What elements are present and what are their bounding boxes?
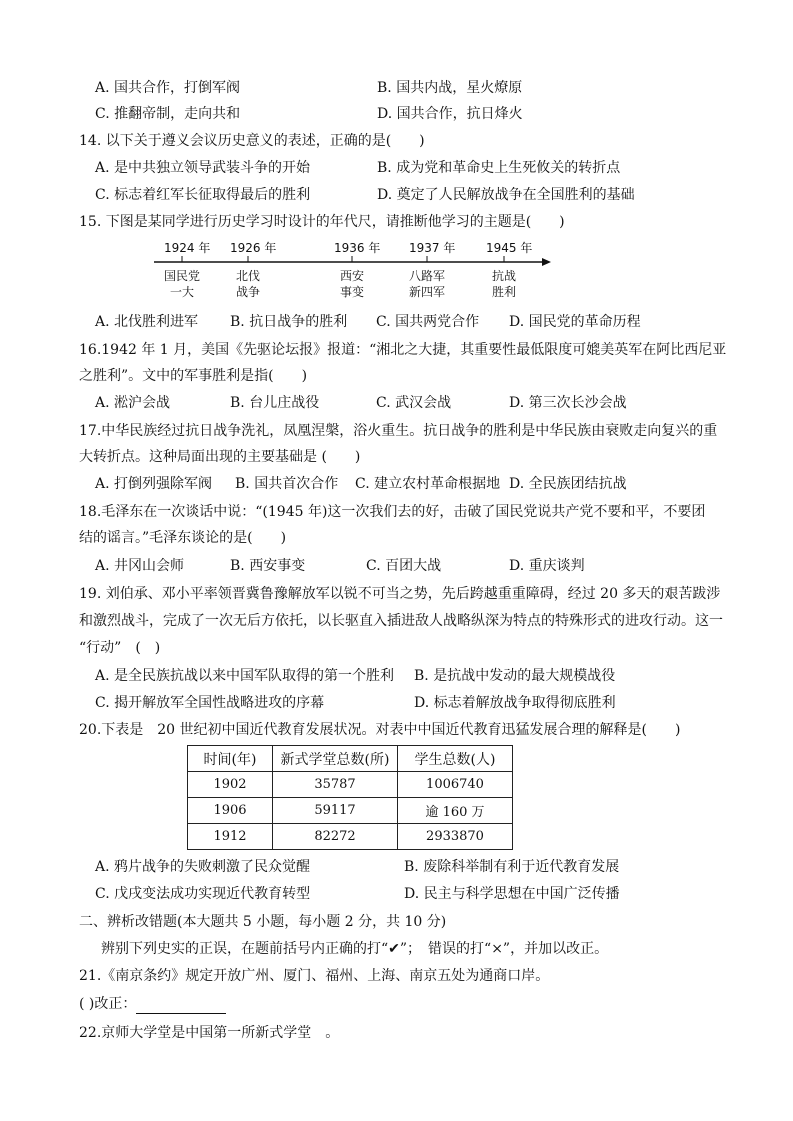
- table-header: 新式学堂总数(所): [273, 746, 398, 772]
- q14-option-d: D. 奠定了人民解放战争在全国胜利的基础: [377, 187, 635, 203]
- table-cell: 59117: [273, 798, 398, 824]
- q15-option-c: C. 国共两党合作: [376, 314, 480, 330]
- q21-answer-line: [79, 994, 226, 1014]
- q16-stem-line1: 16.1942 年 1 月，美国《先驱论坛报》报道：“湘北之大捷，其重要性最低限度可媲美英军在阿比西尼亚: [79, 342, 727, 358]
- timeline-event: 国民党 一大: [163, 269, 200, 299]
- q14-option-c: C. 标志着红军长征取得最后的胜利: [95, 187, 311, 203]
- timeline-year: 1937 年: [409, 241, 456, 255]
- section-instruction: 辨别下列史实的正误，在题前括号内正确的打“✔”； 错误的打“×”，并加以改正。: [101, 941, 609, 957]
- table-cell: 1006740: [398, 772, 513, 798]
- table-cell: 2933870: [398, 824, 513, 850]
- q20-stem: 20.下表是 20 世纪初中国近代教育发展状况。对表中中国近代教育迅猛发展合理的解释是( ): [79, 722, 681, 738]
- timeline-event: 西安 事变: [339, 269, 364, 299]
- q17-option-a: A. 打倒列强除军阀: [95, 476, 213, 492]
- q13-option-c: C. 推翻帝制，走向共和: [95, 106, 241, 122]
- q16-stem-line2: 之胜利”。文中的军事胜利是指( ): [79, 368, 308, 384]
- q15-option-d: D. 国民党的革命历程: [509, 314, 641, 330]
- q14-option-a: A. 是中共独立领导武装斗争的开始: [95, 160, 311, 176]
- q15-option-a: A. 北伐胜利进军: [95, 314, 199, 330]
- q17-option-d: D. 全民族团结抗战: [509, 476, 627, 492]
- q15-stem: 15. 下图是某同学进行历史学习时设计的年代尺，请推断他学习的主题是( ): [79, 214, 565, 230]
- section-title: 二、辨析改错题(本大题共 5 小题，每小题 2 分，共 10 分): [79, 914, 447, 930]
- table-row: [188, 824, 513, 850]
- timeline-year: 1936 年: [334, 241, 381, 255]
- timeline-event: 北伐 战争: [235, 269, 260, 299]
- table-cell: 35787: [273, 772, 398, 798]
- q19-option-a: A. 是全民族抗战以来中国军队取得的第一个胜利: [95, 668, 395, 684]
- timeline-year: 1945 年: [486, 241, 533, 255]
- q16-option-a: A. 淞沪会战: [95, 395, 171, 411]
- q19-stem-line1: 19. 刘伯承、邓小平率领晋冀鲁豫解放军以锐不可当之势，先后跨越重重障碍，经过 20 多天的艰苦跋涉: [79, 586, 721, 602]
- q17-option-c: C. 建立农村革命根据地: [355, 476, 501, 492]
- q20-option-d: D. 民主与科学思想在中国广泛传播: [404, 886, 620, 902]
- table-cell: 逾 160 万: [398, 798, 513, 824]
- q20-option-a: A. 鸦片战争的失败刺激了民众觉醒: [95, 859, 311, 875]
- q19-stem-line2: 和激烈战斗，完成了一次无后方依托，以长驱直入插进敌人战略纵深为特点的特殊形式的进攻行动。这一: [79, 613, 723, 629]
- table-cell: 1902: [188, 772, 273, 798]
- q16-option-c: C. 武汉会战: [376, 395, 452, 411]
- timeline-ruler: [152, 238, 552, 308]
- timeline-event: 抗战 胜利: [491, 269, 516, 299]
- q13-option-b: B. 国共内战，星火燎原: [377, 80, 523, 96]
- q18-option-b: B. 西安事变: [230, 558, 306, 574]
- q19-stem-line3: “行动” ( ): [79, 640, 161, 656]
- q19-option-d: D. 标志着解放战争取得彻底胜利: [414, 695, 616, 711]
- q20-option-b: B. 废除科举制有利于近代教育发展: [404, 859, 620, 875]
- q20-option-c: C. 戊戌变法成功实现近代教育转型: [95, 886, 311, 902]
- q19-option-b: B. 是抗战中发动的最大规模战役: [414, 668, 616, 684]
- q13-option-d: D. 国共合作，抗日烽火: [377, 106, 523, 122]
- q19-option-c: C. 揭开解放军全国性战略进攻的序幕: [95, 695, 325, 711]
- q14-option-b: B. 成为党和革命史上生死攸关的转折点: [377, 160, 621, 176]
- q21-stem: 21.《南京条约》规定开放广州、厦门、福州、上海、南京五处为通商口岸。: [79, 968, 550, 984]
- table-row: [188, 798, 513, 824]
- timeline-event: 八路军 新四军: [408, 269, 445, 299]
- timeline-year: 1926 年: [230, 241, 277, 255]
- q21-answer-blank: [136, 999, 226, 1014]
- table-cell: 82272: [273, 824, 398, 850]
- q18-option-d: D. 重庆谈判: [509, 558, 585, 574]
- q17-option-b: B. 国共首次合作: [235, 476, 339, 492]
- timeline-year: 1924 年: [164, 241, 211, 255]
- q18-stem-line1: 18.毛泽东在一次谈话中说：“(1945 年)这一次我们去的好，击破了国民党说共产党不要和平，不要团: [79, 504, 706, 520]
- table-header: 学生总数(人): [398, 746, 513, 772]
- q14-stem: 14. 以下关于遵义会议历史意义的表述，正确的是( ): [79, 133, 425, 149]
- table-header: 时间(年): [188, 746, 273, 772]
- q18-option-a: A. 井冈山会师: [95, 558, 185, 574]
- table-header-row: [188, 746, 513, 772]
- education-table: [187, 745, 513, 850]
- q16-option-b: B. 台儿庄战役: [230, 395, 320, 411]
- table-cell: 1906: [188, 798, 273, 824]
- q17-stem-line1: 17.中华民族经过抗日战争洗礼，凤凰涅槃，浴火重生。抗日战争的胜利是中华民族由衰败走向复兴的重: [79, 423, 718, 439]
- q21-answer-label: ( )改正：: [79, 996, 137, 1012]
- table-cell: 1912: [188, 824, 273, 850]
- q18-option-c: C. 百团大战: [366, 558, 442, 574]
- q16-option-d: D. 第三次长沙会战: [509, 395, 627, 411]
- q22-stem: 22.京师大学堂是中国第一所新式学堂 。: [79, 1025, 340, 1041]
- q15-option-b: B. 抗日战争的胜利: [230, 314, 348, 330]
- q17-stem-line2: 大转折点。这种局面出现的主要基础是 ( ): [79, 449, 361, 465]
- q13-option-a: A. 国共合作，打倒军阀: [95, 80, 241, 96]
- q18-stem-line2: 结的谣言。”毛泽东谈论的是( ): [79, 530, 287, 546]
- table-row: [188, 772, 513, 798]
